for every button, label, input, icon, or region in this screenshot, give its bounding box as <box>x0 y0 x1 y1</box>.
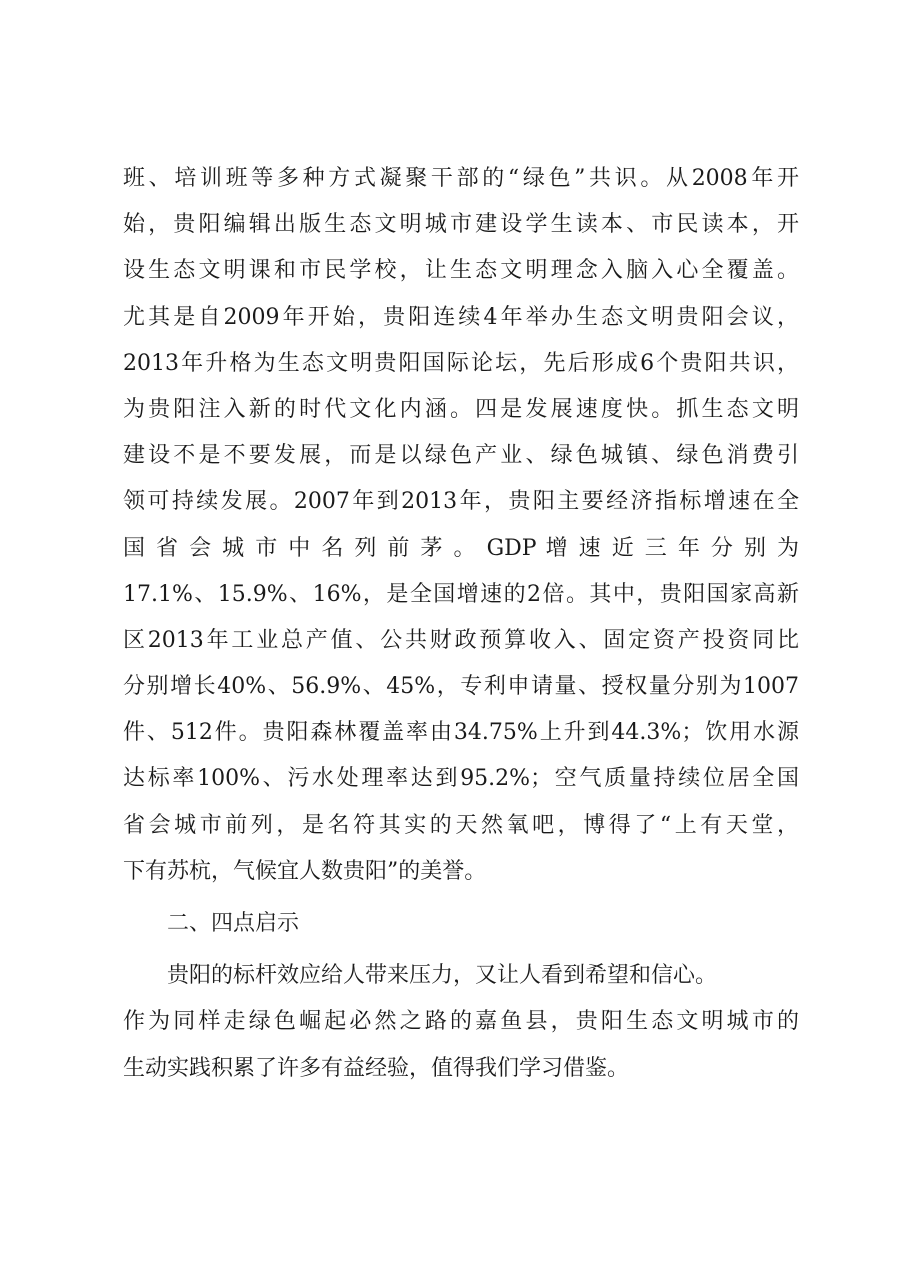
text-line: 生动实践积累了许多有益经验，值得我们学习借鉴。 <box>123 1055 630 1081</box>
text-line: 省会城市前列，是名符其实的天然氧吧，博得了“上有天堂， <box>123 812 799 838</box>
text-line: 件、512件。贵阳森林覆盖率由34.75%上升到44.3%；饮用水源 <box>123 720 799 746</box>
paragraph-green-development <box>123 156 799 895</box>
text-line: 2013年升格为生态文明贵阳国际论坛，先后形成6个贵阳共识， <box>123 350 799 376</box>
text-line: 17.1%、15.9%、16%，是全国增速的2倍。其中，贵阳国家高新 <box>123 581 799 607</box>
text-line: 为贵阳注入新的时代文化内涵。四是发展速度快。抓生态文明 <box>123 396 799 422</box>
text-line: 达标率100%、污水处理率达到95.2%；空气质量持续位居全国 <box>123 766 799 792</box>
text-line: 区2013年工业总产值、公共财政预算收入、固定资产投资同比 <box>123 627 799 653</box>
text-line: 下有苏杭，气候宜人数贵阳”的美誉。 <box>123 858 487 884</box>
text-line: 建设不是不要发展，而是以绿色产业、绿色城镇、绿色消费引 <box>123 443 799 469</box>
text-line: 作为同样走绿色崛起必然之路的嘉鱼县，贵阳生态文明城市的 <box>123 1009 799 1035</box>
text-line: 领可持续发展。2007年到2013年，贵阳主要经济指标增速在全 <box>123 489 799 515</box>
text-line: 设生态文明课和市民学校，让生态文明理念入脑入心全覆盖。 <box>123 258 799 284</box>
text-line: 始，贵阳编辑出版生态文明城市建设学生读本、市民读本，开 <box>123 212 799 238</box>
section-heading: 二、四点启示 <box>167 911 300 936</box>
text-line: 贵阳的标杆效应给人带来压力，又让人看到希望和信心。 <box>167 963 718 989</box>
text-line: 尤其是自2009年开始，贵阳连续4年举办生态文明贵阳会议， <box>123 304 799 330</box>
paragraph-four-insights <box>123 953 799 1092</box>
document-body <box>123 156 799 1092</box>
text-line: 班、培训班等多种方式凝聚干部的“绿色”共识。从2008年开 <box>123 166 799 191</box>
text-line: 国 省 会 城 市 中 名 列 前 茅 。 GDP 增 速 近 三 年 分 别 为 <box>123 535 799 561</box>
text-line: 分别增长40%、56.9%、45%，专利申请量、授权量分别为1007 <box>123 674 799 700</box>
